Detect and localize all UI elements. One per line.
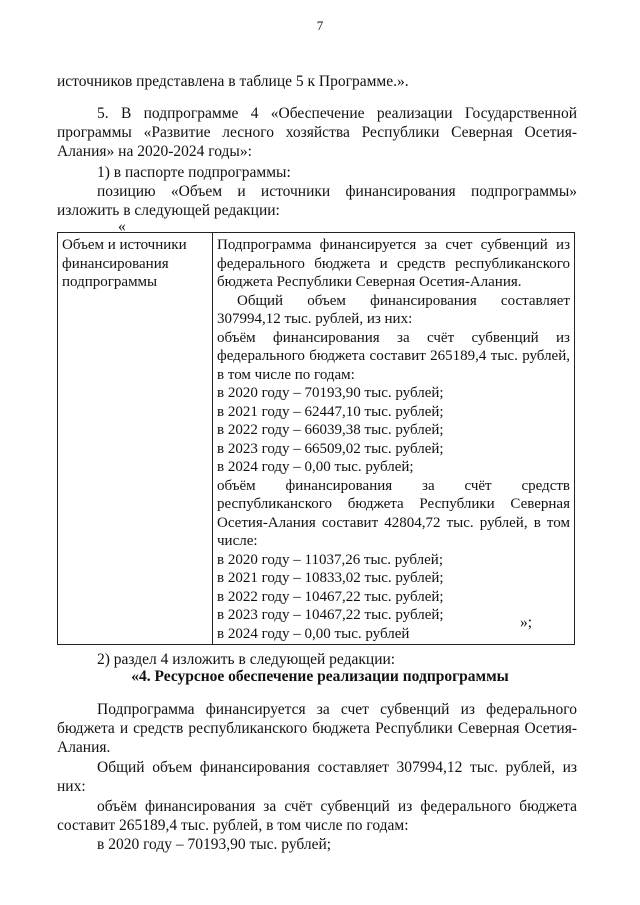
funding-regional: объём финансирования за счёт средств республиканского бюджета Республики Северная Осетия-Алания составит 42804,72 тыс. рублей, в том числе:	[217, 477, 570, 549]
regional-year-2024: в 2024 году – 0,00 тыс. рублей	[217, 625, 410, 642]
page-number: 7	[316, 18, 324, 33]
section-heading: «4. Ресурсное обеспечение реализации подпрограммы	[131, 668, 509, 685]
close-quote: »;	[520, 614, 533, 631]
item-5: 5. В подпрограмме 4 «Обеспечение реализации Государственной программы «Развитие лесного хозяйства Республики Северная Осетия-Алания» на 2020-2024 годы»:	[57, 105, 577, 160]
table-content-cell	[213, 233, 575, 645]
regional-year-2020: в 2020 году – 11037,26 тыс. рублей;	[217, 551, 443, 568]
funding-total: Общий объем финансирования составляет 307994,12 тыс. рублей, из них:	[217, 292, 570, 327]
position-line: позицию «Объем и источники финансирования подпрограммы» изложить в следующей редакции:	[57, 183, 577, 219]
federal-year-2021: в 2021 году – 62447,10 тыс. рублей;	[217, 403, 444, 420]
intro-line: источников представлена в таблице 5 к Программе.».	[57, 73, 409, 90]
paragraph-3: объём финансирования за счёт субвенций из федерального бюджета составит 265189,4 тыс. рублей, в том числе по годам:	[57, 798, 577, 834]
item-2: 2) раздел 4 изложить в следующей редакции:	[97, 651, 396, 668]
table-label-cell: Объем и источники финансирования подпрограммы	[58, 233, 213, 645]
funding-federal: объём финансирования за счёт субвенций из федерального бюджета составит 265189,4 тыс. рублей, в том числе по годам:	[217, 329, 570, 383]
regional-year-2021: в 2021 году – 10833,02 тыс. рублей;	[217, 570, 444, 586]
federal-year-2022: в 2022 году – 66039,38 тыс. рублей;	[217, 422, 444, 438]
table-row	[58, 233, 575, 645]
paragraph-4: в 2020 году – 70193,90 тыс. рублей;	[97, 836, 332, 853]
paragraph-2: Общий объем финансирования составляет 307994,12 тыс. рублей, из них:	[57, 759, 577, 795]
open-quote: «	[118, 218, 126, 235]
paragraph-1: Подпрограмма финансируется за счет субвенций из федерального бюджета и средств республиканского бюджета Республики Северная Осетия-Алания.	[57, 701, 577, 756]
regional-year-2023: в 2023 году – 10467,22 тыс. рублей;	[217, 607, 444, 623]
funding-intro: Подпрограмма финансируется за счет субвенций из федерального бюджета и средств республиканского бюджета Республики Северная Осетия-Алания.	[217, 237, 570, 290]
federal-year-2024: в 2024 году – 0,00 тыс. рублей;	[217, 459, 414, 475]
federal-year-2023: в 2023 году – 66509,02 тыс. рублей;	[217, 440, 444, 457]
financing-table	[57, 232, 575, 645]
federal-year-2020: в 2020 году – 70193,90 тыс. рублей;	[217, 385, 444, 401]
item-1: 1) в паспорте подпрограммы:	[97, 164, 291, 181]
regional-year-2022: в 2022 году – 10467,22 тыс. рублей;	[217, 588, 444, 605]
